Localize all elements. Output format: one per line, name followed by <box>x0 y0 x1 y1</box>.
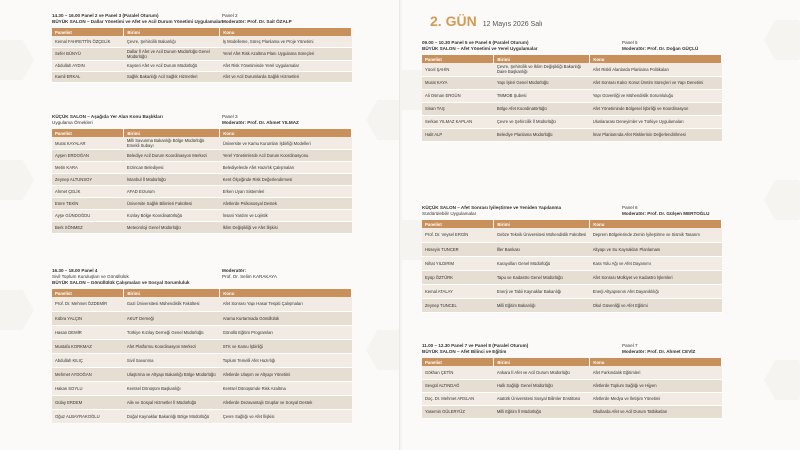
panelist-cell: Gülay ERDEM <box>52 395 124 409</box>
topic-cell: Arama Kurtarmada Gönüllülük <box>220 311 352 325</box>
table-row <box>52 339 352 353</box>
moderator: Moderatör: Prof. Dr. Ahmet YILMAZ <box>222 120 299 125</box>
unit-cell: Gazi Üniversitesi Mühendislik Fakültesi <box>124 297 220 311</box>
session-block <box>52 13 352 83</box>
table-row <box>422 270 722 284</box>
panelist-cell: Hasan DEMİR <box>52 325 124 339</box>
unit-cell: Sivil Savunma <box>124 353 220 367</box>
col-header: Konu <box>220 28 352 36</box>
table-row <box>422 228 722 242</box>
panelist-cell: Berk SÖNMEZ <box>52 222 124 234</box>
unit-cell: Enerji ve Tabii Kaynaklar Bakanlığı <box>494 284 590 298</box>
col-header: Panelist <box>52 129 124 137</box>
topic-cell: Afet ve Acil Durumlarda Sağlık Hizmetleri <box>220 71 352 82</box>
unit-cell: Kayseri Afet ve Acil Durum Müdürlüğü <box>124 60 220 71</box>
table-row <box>52 210 352 222</box>
table-row <box>52 222 352 234</box>
table-row <box>422 242 722 256</box>
panelist-cell: Abdullah AYDIN <box>52 60 124 71</box>
topic-cell: Afet Farkındalık Eğitimleri <box>590 366 722 379</box>
topic-cell: İş Modelleme, Süreç Planlama ve Proje Yönetimi <box>220 36 352 47</box>
col-header: Panelist <box>52 28 124 36</box>
panelist-cell: Mehmet AYDOĞAN <box>52 367 124 381</box>
table-row <box>52 47 352 60</box>
topic-cell: Afet Sonrası Mülkiyet ve Kadastro İşlemleri <box>590 270 722 284</box>
moderator: Prof. Dr. Selim KARAKAYA <box>222 274 277 279</box>
unit-cell: Yapı İşleri Genel Müdürlüğü <box>494 76 590 89</box>
panelist-cell: Zeynep ALTUNSOY <box>52 174 124 186</box>
table-row <box>422 284 722 298</box>
col-header: Konu <box>590 220 722 228</box>
unit-cell: Ankara İl Afet ve Acil Durum Müdürlüğü <box>494 366 590 379</box>
topic-cell: Afetlerde Medya ve İletişim Yönetimi <box>590 392 722 405</box>
panelist-cell: Oğuz ALBAYRAKOĞLU <box>52 409 124 423</box>
panelist-cell: Doç. Dr. Mehmet ARSLAN <box>422 392 494 405</box>
unit-cell: Atatürk Üniversitesi Sosyal Bilimler Enstitüsü <box>494 392 590 405</box>
col-header: Birimi <box>494 55 590 63</box>
panelist-cell: Sevgül ALTINDAĞ <box>422 379 494 392</box>
table-row <box>52 36 352 47</box>
topic-cell: Enerji Altyapısının Afet Dayanıklılığı <box>590 284 722 298</box>
panelist-cell: Hakan SOYLU <box>52 381 124 395</box>
session-block <box>422 343 722 419</box>
topic-cell: STK ve Kamu İşbirliği <box>220 339 352 353</box>
panelist-cell: Murat KAYALAR <box>52 137 124 150</box>
unit-cell: Aile ve Sosyal Hizmetler İl Müdürlüğü <box>124 395 220 409</box>
col-header: Panelist <box>422 220 494 228</box>
col-header: Konu <box>220 129 352 137</box>
unit-cell: Tapu ve Kadastro Genel Müdürlüğü <box>494 270 590 284</box>
panel-table <box>422 358 722 419</box>
table-row <box>52 186 352 198</box>
col-header: Panelist <box>422 358 494 366</box>
panelist-cell: Ayşen ERDOĞAN <box>52 150 124 162</box>
table-row <box>422 76 722 89</box>
hex-decoration <box>0 160 34 200</box>
col-header: Konu <box>220 289 352 297</box>
table-row <box>422 89 722 102</box>
panelist-cell: Ayşe GÜNDOĞDU <box>52 210 124 222</box>
topic-cell: Erken Uyarı Sistemleri <box>220 186 352 198</box>
panelist-cell: Gökhan ÇETİN <box>422 366 494 379</box>
panelist-cell: Ali Osman ERGÜN <box>422 89 494 102</box>
session-block <box>422 205 722 313</box>
col-header: Birimi <box>124 289 220 297</box>
unit-cell: Belediye Planlama Müdürlüğü <box>494 128 590 141</box>
col-header: Konu <box>590 358 722 366</box>
panel-table <box>52 289 352 424</box>
topic-cell: İklim Değişikliği ve Afet İlişkisi <box>220 222 352 234</box>
unit-cell: Halk Sağlığı Genel Müdürlüğü <box>494 379 590 392</box>
topic-cell: Uluslararası Deneyimler ve Türkiye Uygulamaları <box>590 115 722 128</box>
panelist-cell: Halit ALP <box>422 128 494 141</box>
table-row <box>52 174 352 186</box>
panelist-cell: Sefer BÜNYÜ <box>52 47 124 60</box>
unit-cell: Gebze Teknik Üniversitesi Mühendislik Fakültesi <box>494 228 590 242</box>
unit-cell: Karayolları Genel Müdürlüğü <box>494 256 590 270</box>
table-row <box>52 198 352 210</box>
panel-label: Panel 5 <box>622 40 638 45</box>
topic-cell: Belediyelerde Afet Hazırlık Çalışmaları <box>220 162 352 174</box>
topic-cell: Toplum Temelli Afet Hazırlığı <box>220 353 352 367</box>
unit-cell: Çevre, Şehircilik ve İklim Değişikliği Bakanlığı Daire Başkanlığı <box>494 63 590 76</box>
table-row <box>52 311 352 325</box>
topic-cell: Üniversite ve Kamu Kurumları İşbirliği Modelleri <box>220 137 352 150</box>
panelist-cell: Prof. Dr. Mehmet ÖZDEMİR <box>52 297 124 311</box>
unit-cell: Doğal Kaynaklar Bakanlığı Bölge Müdürlüğü <box>124 409 220 423</box>
session-block <box>52 268 352 424</box>
topic-cell: Okul Güvenliği ve Afet Eğitimi <box>590 298 722 312</box>
panelist-cell: Zeynep TUNCEL <box>422 298 494 312</box>
panel-table <box>52 28 352 83</box>
col-header: Birimi <box>494 220 590 228</box>
unit-cell: Dallar İl Afet ve Acil Durum Müdürlüğü Genel Müdürlüğü <box>124 47 220 60</box>
panelist-cell: Kübra YALÇIN <box>52 311 124 325</box>
panelist-cell: Mustafa KORKMAZ <box>52 339 124 353</box>
table-row <box>422 256 722 270</box>
moderator: Moderatör: Prof. Dr. Ahmet CEVİZ <box>622 349 696 354</box>
hex-decoration <box>0 40 34 80</box>
hex-decoration <box>764 360 800 400</box>
panel-table <box>52 129 352 234</box>
topic-cell: Afetlerde Toplum Sağlığı ve Hijyen <box>590 379 722 392</box>
unit-cell: Milli Savunma Bakanlığı Bölge Müdürlüğü Emekli Subayı <box>124 137 220 150</box>
panelist-cell: Serkan YILMAZ KAPLAN <box>422 115 494 128</box>
moderator-label: Moderatör: <box>222 268 246 273</box>
session-time: 16.30 – 18.00 Panel 4 <box>52 268 98 273</box>
hex-decoration <box>0 290 34 330</box>
table-row <box>52 137 352 150</box>
panelist-cell: Emre TEKİN <box>52 198 124 210</box>
unit-cell: İstanbul İl Müdürlüğü <box>124 174 220 186</box>
day-number: 2. GÜN <box>430 13 477 29</box>
unit-cell: Üniversite Sağlık Bilimleri Fakültesi <box>124 198 220 210</box>
session-hall: BÜYÜK SALON – Gönüllülük Çalışmaları ve Sosyal Sorumluluk <box>52 280 190 285</box>
unit-cell: AKUT Derneği <box>124 311 220 325</box>
topic-cell: Afet Sonrası Kalıcı Konut Üretim Süreçleri ve Yapı Denetimi <box>590 76 722 89</box>
table-row <box>422 298 722 312</box>
unit-cell: AFAD Erzurum <box>124 186 220 198</box>
panelist-cell: Murat KAYA <box>422 76 494 89</box>
panel-label: Panel 7 <box>622 343 638 348</box>
moderator: Moderatör: Prof. Dr. Gülşen MERTOĞLU <box>622 211 710 216</box>
panelist-cell: Hüseyin TUNCER <box>422 242 494 256</box>
unit-cell: Çevre, Şehircilik Bakanlığı <box>124 36 220 47</box>
topic-cell: Afetlerde Dezavantajlı Gruplar ve Sosyal Destek <box>220 395 352 409</box>
topic-cell: Gönüllü Eğitim Programları <box>220 325 352 339</box>
panel-label: Panel 2 <box>222 13 238 18</box>
panelist-cell: Sinan TAŞ <box>422 102 494 115</box>
session-hall: BÜYÜK SALON – Dallar Yönetimi ve Afet ve Acil Durum Yönetimi Uygulamaları <box>52 19 224 24</box>
unit-cell: Kızılay Bölge Koordinatörlüğü <box>124 210 220 222</box>
hex-decoration <box>366 100 400 140</box>
table-row <box>52 71 352 82</box>
unit-cell: Sağlık Bakanlığı Acil Sağlık Hizmetleri <box>124 71 220 82</box>
moderator: Moderatör: Prof. Dr. Doğan GÜÇLÜ <box>622 46 699 51</box>
topic-cell: Yerel Yönetimlerde Acil Durum Koordinasyonu <box>220 150 352 162</box>
session-time: 11.00 – 12.30 Panel 7 ve Panel 8 (Paralel Oturum) <box>422 343 529 348</box>
panelist-cell: Kamil ERKAL <box>52 71 124 82</box>
panelist-cell: Eyüp ÖZTÜRK <box>422 270 494 284</box>
unit-cell: Milli Eğitim Bakanlığı <box>494 298 590 312</box>
unit-cell: Milli Eğitim İl Müdürlüğü <box>494 405 590 418</box>
panelist-cell: Yücel ŞAHİN <box>422 63 494 76</box>
panelist-cell: Metin KARA <box>52 162 124 174</box>
table-row <box>52 409 352 423</box>
panelist-cell: Ahmet ÇELİK <box>52 186 124 198</box>
day-heading <box>430 13 543 29</box>
session-hall: KÜÇÜK SALON – Aşağıda Yer Alan Konu Başlıkları <box>52 114 163 119</box>
session-hall: KÜÇÜK SALON – Afet Sonrası İyileştirme ve Yeniden Yapılanma <box>422 205 562 210</box>
panel-table <box>422 220 722 313</box>
topic-cell: Afetlerde Ulaşım ve Altyapı Yönetimi <box>220 367 352 381</box>
table-row <box>422 128 722 141</box>
topic-cell: Kentsel Dönüşümde Risk Azaltma <box>220 381 352 395</box>
session-block <box>422 40 722 142</box>
unit-cell: Afet Platformu Koordinasyon Merkezi <box>124 339 220 353</box>
panelist-cell: Nihat YILDIRIM <box>422 256 494 270</box>
topic-cell: İnsani Yardım ve Lojistik <box>220 210 352 222</box>
col-header: Birimi <box>494 358 590 366</box>
session-subtitle: Uygulama Örnekleri <box>52 120 93 125</box>
topic-cell: Afet Risk Yönetiminde Yerel Uygulamalar <box>220 60 352 71</box>
unit-cell: Türkiye Kızılay Derneği Genel Müdürlüğü <box>124 325 220 339</box>
table-row <box>422 405 722 418</box>
unit-cell: TMMOB Şubesi <box>494 89 590 102</box>
table-row <box>52 353 352 367</box>
table-row <box>422 63 722 76</box>
unit-cell: Çevre ve Şehircilik İl Müdürlüğü <box>494 115 590 128</box>
session-time: 09.00 – 10.30 Panel 5 ve Panel 6 (Paralel Oturum) <box>422 40 529 45</box>
unit-cell: Bölge Afet Koordinatörlüğü <box>494 102 590 115</box>
unit-cell: Kentsel Dönüşüm Başkanlığı <box>124 381 220 395</box>
topic-cell: Yapı Güvenliği ve Mühendislik Sorumluluğu <box>590 89 722 102</box>
panelist-cell: Abdullah KILIÇ <box>52 353 124 367</box>
topic-cell: Afet Sonrası Yapı Hasar Tespiti Çalışmaları <box>220 297 352 311</box>
table-row <box>52 367 352 381</box>
table-row <box>422 366 722 379</box>
panel-table <box>422 55 722 142</box>
col-header: Panelist <box>52 289 124 297</box>
panel-label: Panel 6 <box>622 205 638 210</box>
session-hall: BÜYÜK SALON – Afet Yönetimi ve Yerel Uygulamalar <box>422 46 538 51</box>
col-header: Birimi <box>124 129 220 137</box>
table-row <box>52 381 352 395</box>
table-row <box>422 392 722 405</box>
panelist-cell: Yasemin GÜLERYÜZ <box>422 405 494 418</box>
unit-cell: Erzincan Belediyesi <box>124 162 220 174</box>
table-row <box>422 115 722 128</box>
panelist-cell: Prof. Dr. Veysel ERGİN <box>422 228 494 242</box>
session-time: 14.30 – 16.00 Panel 2 ve Panel 3 (Paralel Oturum) <box>52 13 159 18</box>
table-row <box>422 102 722 115</box>
table-row <box>52 60 352 71</box>
topic-cell: Afet Riskli Alanlarda Planlama Politikaları <box>590 63 722 76</box>
session-subtitle: Sürdürülebilir Uygulamalar <box>422 211 477 216</box>
topic-cell: Deprem Bölgelerinde Zemin İyileştirme ve Sismik Tasarım <box>590 228 722 242</box>
hex-decoration <box>764 180 800 220</box>
unit-cell: Ulaştırma ve Altyapı Bakanlığı Bölge Müdürlüğü <box>124 367 220 381</box>
topic-cell: Afet Yönetiminde Bölgesel İşbirliği ve Koordinasyon <box>590 102 722 115</box>
day-date: 12 Mayıs 2026 Salı <box>482 21 543 28</box>
table-row <box>52 395 352 409</box>
unit-cell: Belediye Acil Durum Koordinasyon Merkezi <box>124 150 220 162</box>
table-row <box>52 150 352 162</box>
topic-cell: Yerel Afet Risk Azaltma Planı Uygulama Süreçleri <box>220 47 352 60</box>
topic-cell: Kara Yolu Ağı ve Afet Dayanımı <box>590 256 722 270</box>
unit-cell: Meteoroloji Genel Müdürlüğü <box>124 222 220 234</box>
col-header: Panelist <box>422 55 494 63</box>
col-header: Birimi <box>124 28 220 36</box>
topic-cell: İmar Planlarında Afet Risklerinin Değerlendirilmesi <box>590 128 722 141</box>
topic-cell: Afetlerde Psikososyal Destek <box>220 198 352 210</box>
topic-cell: Altyapı ve Su Kaynakları Planlaması <box>590 242 722 256</box>
hex-decoration <box>764 20 800 60</box>
topic-cell: Çevre Sağlığı ve Afet İlişkisi <box>220 409 352 423</box>
col-header: Konu <box>590 55 722 63</box>
topic-cell: Okullarda Afet ve Acil Durum Tatbikatları <box>590 405 722 418</box>
right-page <box>402 0 800 450</box>
table-row <box>422 379 722 392</box>
session-block <box>52 114 352 234</box>
panelist-cell: Kemal FAHRETTİN ÖZÇELİK <box>52 36 124 47</box>
topic-cell: Kent Ölçeğinde Risk Değerlendirmesi <box>220 174 352 186</box>
session-subtitle: Sivil Toplum Kuruluşları ve Gönüllülük <box>52 274 129 279</box>
table-row <box>52 297 352 311</box>
panel-label: Panel 3 <box>222 114 238 119</box>
session-hall: BÜYÜK SALON – Afet Bilinci ve Eğitim <box>422 349 507 354</box>
table-row <box>52 325 352 339</box>
table-row <box>52 162 352 174</box>
moderator: Moderatör: Prof. Dr. Sait ÖZALP <box>222 19 292 24</box>
panelist-cell: Kemal ATALAY <box>422 284 494 298</box>
hex-decoration <box>366 330 400 370</box>
unit-cell: İller Bankası <box>494 242 590 256</box>
